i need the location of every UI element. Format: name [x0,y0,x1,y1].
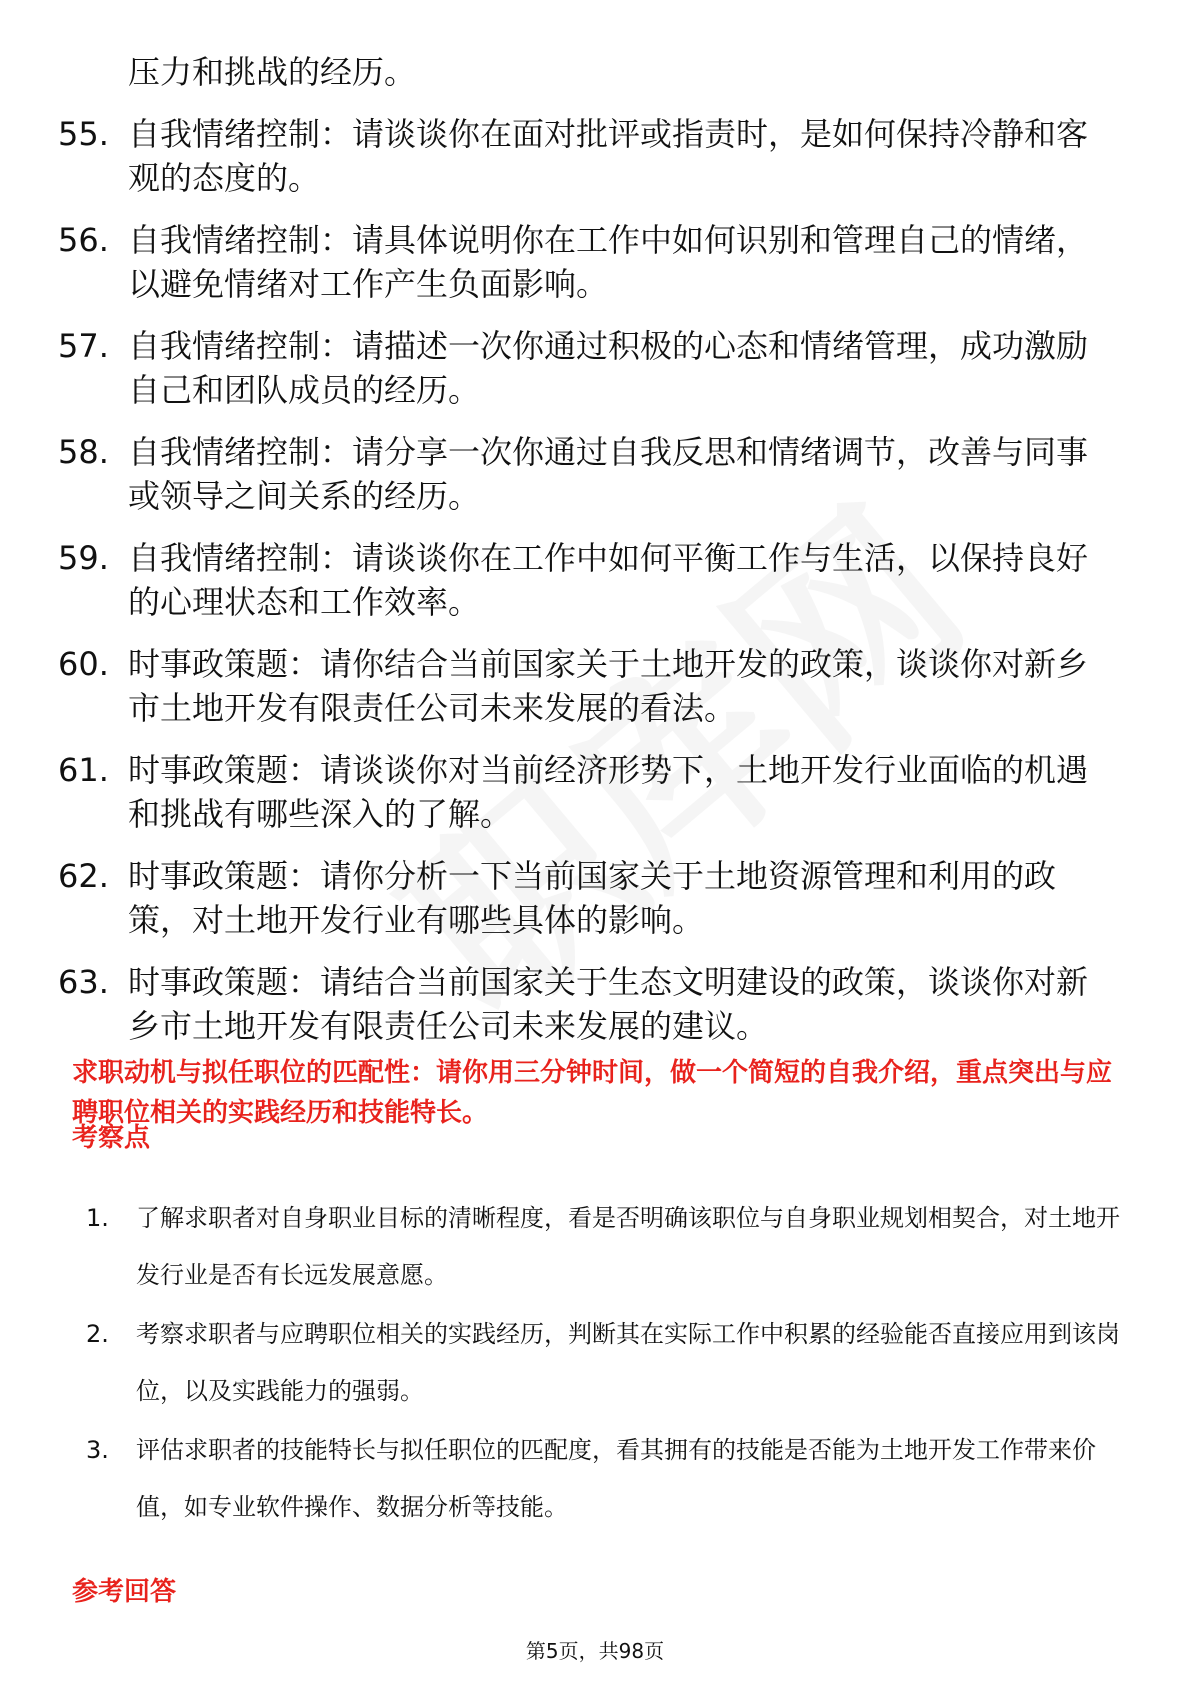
list-item [78,1190,1120,1304]
item-number: 56. [58,221,109,259]
question-list [58,112,1118,1066]
list-item [78,1422,1120,1536]
item-text: 自我情绪控制：请分享一次你通过自我反思和情绪调节，改善与同事或领导之间关系的经历。 [128,433,1089,515]
item-text: 自我情绪控制：请谈谈你在工作中如何平衡工作与生活，以保持良好的心理状态和工作效率。 [128,539,1089,621]
section-heading-answer: 参考回答 [72,1577,177,1607]
list-item [58,854,1118,942]
list-item [58,218,1118,306]
item-text: 评估求职者的技能特长与拟任职位的匹配度，看其拥有的技能是否能为土地开发工作带来价值，如专业软件操作、数据分析等技能。 [136,1436,1096,1521]
item-number: 58. [58,433,109,471]
list-item [58,960,1118,1048]
item-text: 时事政策题：请谈谈你对当前经济形势下，土地开发行业面临的机遇和挑战有哪些深入的了解。 [128,751,1089,833]
continuation-text: 压力和挑战的经历。 [128,53,417,91]
item-number: 61. [58,751,109,789]
item-number: 59. [58,539,109,577]
section-heading-points: 考察点 [72,1123,151,1153]
item-number: 60. [58,645,109,683]
item-number: 2. [86,1320,109,1348]
item-text: 自我情绪控制：请谈谈你在面对批评或指责时，是如何保持冷静和客观的态度的。 [128,115,1089,197]
list-item [58,430,1118,518]
page-footer: 第5页，共98页 [525,1639,665,1663]
list-item [58,642,1118,730]
list-item [58,324,1118,412]
item-text: 考察求职者与应聘职位相关的实践经历，判断其在实际工作中积累的经验能否直接应用到该岗位，以及实践能力的强弱。 [136,1320,1120,1405]
item-text: 了解求职者对自身职业目标的清晰程度，看是否明确该职位与自身职业规划相契合，对土地开发行业是否有长远发展意愿。 [136,1204,1120,1289]
item-number: 1. [86,1204,109,1232]
item-text: 时事政策题：请你分析一下当前国家关于土地资源管理和利用的政策，对土地开发行业有哪些具体的影响。 [128,857,1057,939]
list-item [58,748,1118,836]
item-text: 自我情绪控制：请具体说明你在工作中如何识别和管理自己的情绪，以避免情绪对工作产生负面影响。 [128,221,1089,303]
item-text: 自我情绪控制：请描述一次你通过积极的心态和情绪管理，成功激励自己和团队成员的经历。 [128,327,1089,409]
item-text: 时事政策题：请结合当前国家关于生态文明建设的政策，谈谈你对新乡市土地开发有限责任公司未来发展的建议。 [128,963,1089,1045]
list-item [58,536,1118,624]
item-number: 57. [58,327,109,365]
item-number: 63. [58,963,109,1001]
list-item [58,112,1118,200]
list-item [78,1306,1120,1420]
item-number: 3. [86,1436,109,1464]
item-number: 62. [58,857,109,895]
item-number: 55. [58,115,109,153]
points-list [78,1190,1120,1538]
item-text: 时事政策题：请你结合当前国家关于土地开发的政策，谈谈你对新乡市土地开发有限责任公司未来发展的看法。 [128,645,1089,727]
highlight-question: 求职动机与拟任职位的匹配性：请你用三分钟时间，做一个简短的自我介绍，重点突出与应聘职位相关的实践经历和技能特长。 [72,1058,1113,1128]
